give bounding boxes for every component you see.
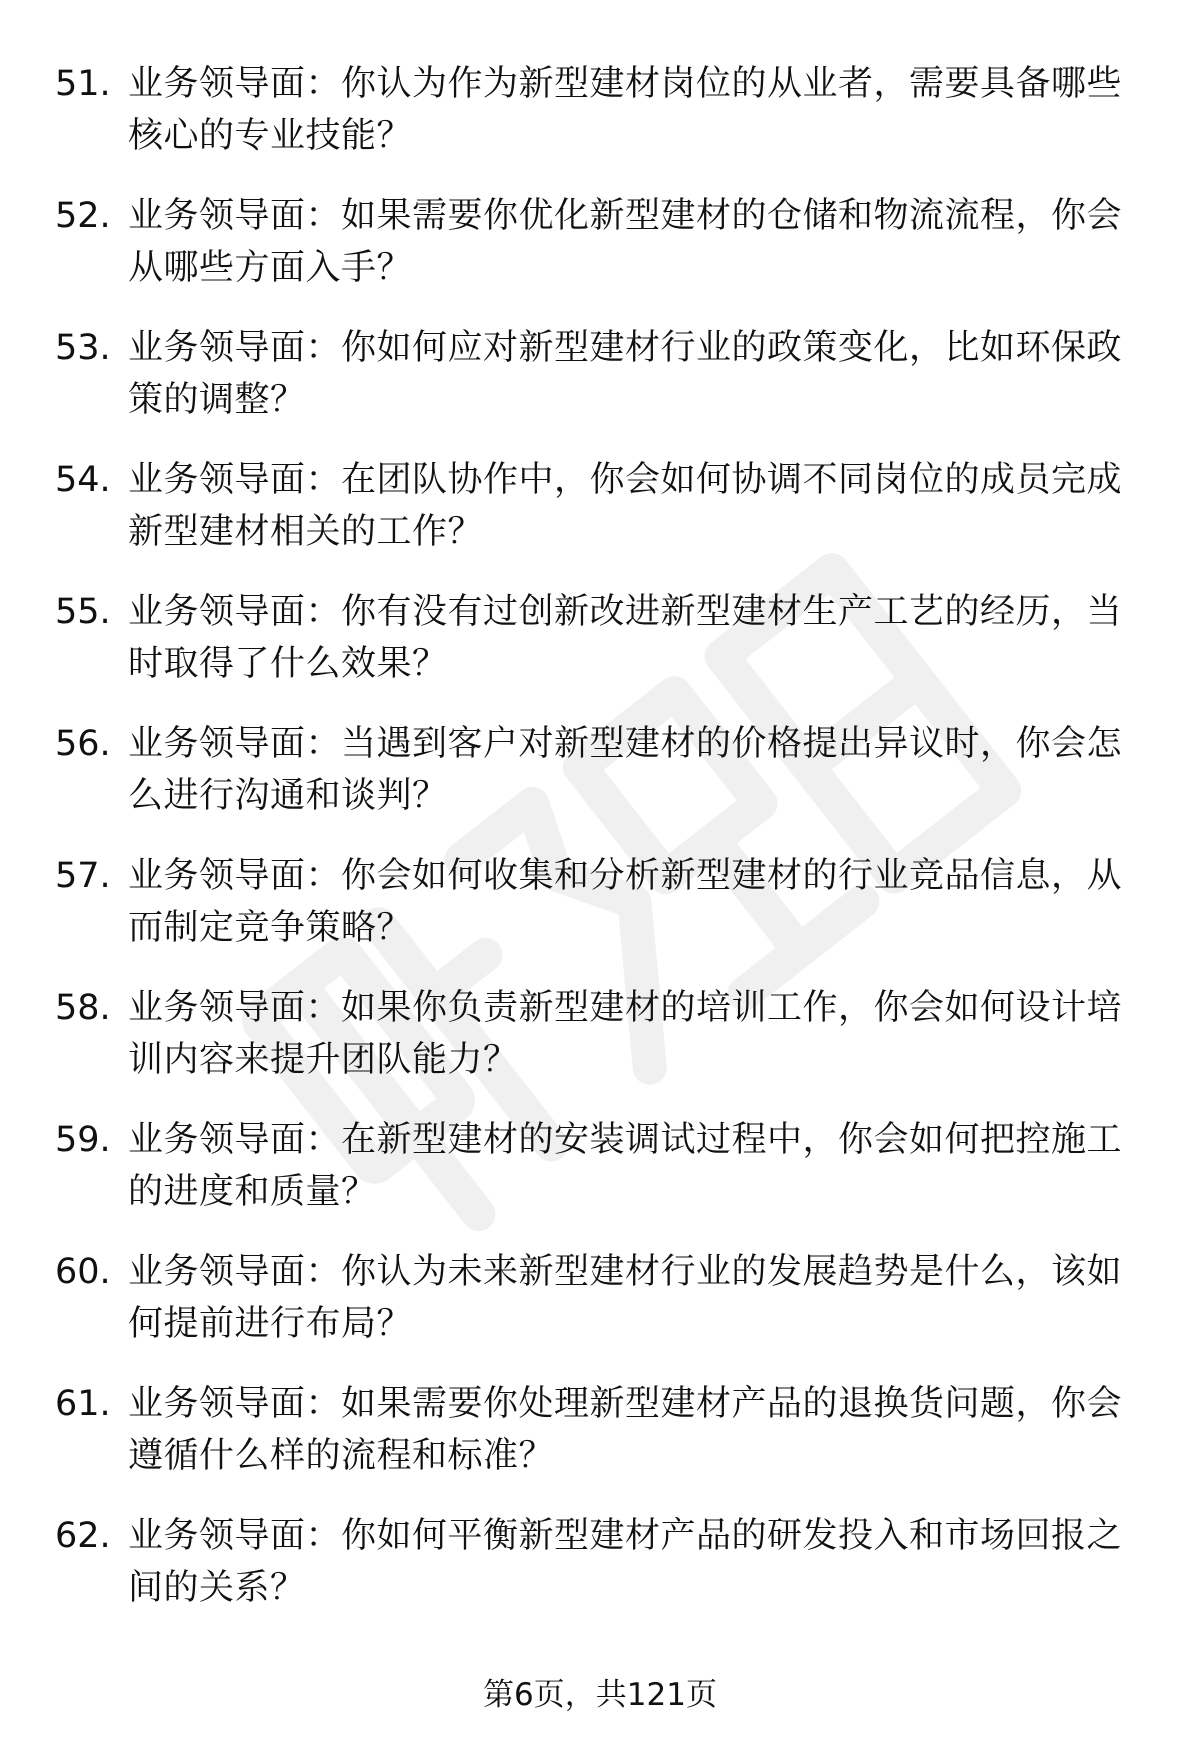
question-item: [55, 322, 1140, 454]
question-text: 业务领导面：你认为未来新型建材行业的发展趋势是什么，该如何提前进行布局？: [128, 1252, 1123, 1344]
question-item: [55, 586, 1140, 718]
question-number: 57.: [55, 856, 111, 896]
question-number: 60.: [55, 1252, 111, 1292]
question-item: [55, 1246, 1140, 1378]
question-text: 业务领导面：你有没有过创新改进新型建材生产工艺的经历，当时取得了什么效果？: [128, 592, 1123, 684]
question-item: [55, 1114, 1140, 1246]
question-number: 54.: [55, 460, 111, 500]
question-number: 52.: [55, 196, 111, 236]
question-text: 业务领导面：如果你负责新型建材的培训工作，你会如何设计培训内容来提升团队能力？: [128, 988, 1123, 1080]
question-item: [55, 454, 1140, 586]
question-item: [55, 58, 1140, 190]
question-number: 55.: [55, 592, 111, 632]
question-text: 业务领导面：如果需要你处理新型建材产品的退换货问题，你会遵循什么样的流程和标准？: [128, 1384, 1123, 1476]
question-number: 59.: [55, 1120, 111, 1160]
question-text: 业务领导面：你如何应对新型建材行业的政策变化，比如环保政策的调整？: [128, 328, 1123, 420]
question-text: 业务领导面：你认为作为新型建材岗位的从业者，需要具备哪些核心的专业技能？: [128, 64, 1123, 156]
question-item: [55, 1510, 1140, 1642]
question-item: [55, 850, 1140, 982]
question-number: 51.: [55, 64, 111, 104]
question-text: 业务领导面：你会如何收集和分析新型建材的行业竞品信息，从而制定竞争策略？: [128, 856, 1123, 948]
question-number: 58.: [55, 988, 111, 1028]
question-text: 业务领导面：如果需要你优化新型建材的仓储和物流流程，你会从哪些方面入手？: [128, 196, 1123, 288]
question-item: [55, 982, 1140, 1114]
question-text: 业务领导面：在团队协作中，你会如何协调不同岗位的成员完成新型建材相关的工作？: [128, 460, 1123, 552]
question-text: 业务领导面：你如何平衡新型建材产品的研发投入和市场回报之间的关系？: [128, 1516, 1123, 1608]
page-footer: 第6页，共121页: [483, 1677, 717, 1713]
question-number: 56.: [55, 724, 111, 764]
question-number: 61.: [55, 1384, 111, 1424]
question-item: [55, 718, 1140, 850]
question-text: 业务领导面：当遇到客户对新型建材的价格提出异议时，你会怎么进行沟通和谈判？: [128, 724, 1123, 816]
question-list: [55, 58, 1140, 1642]
question-number: 62.: [55, 1516, 111, 1556]
question-number: 53.: [55, 328, 111, 368]
question-item: [55, 190, 1140, 322]
question-text: 业务领导面：在新型建材的安装调试过程中，你会如何把控施工的进度和质量？: [128, 1120, 1123, 1212]
question-item: [55, 1378, 1140, 1510]
